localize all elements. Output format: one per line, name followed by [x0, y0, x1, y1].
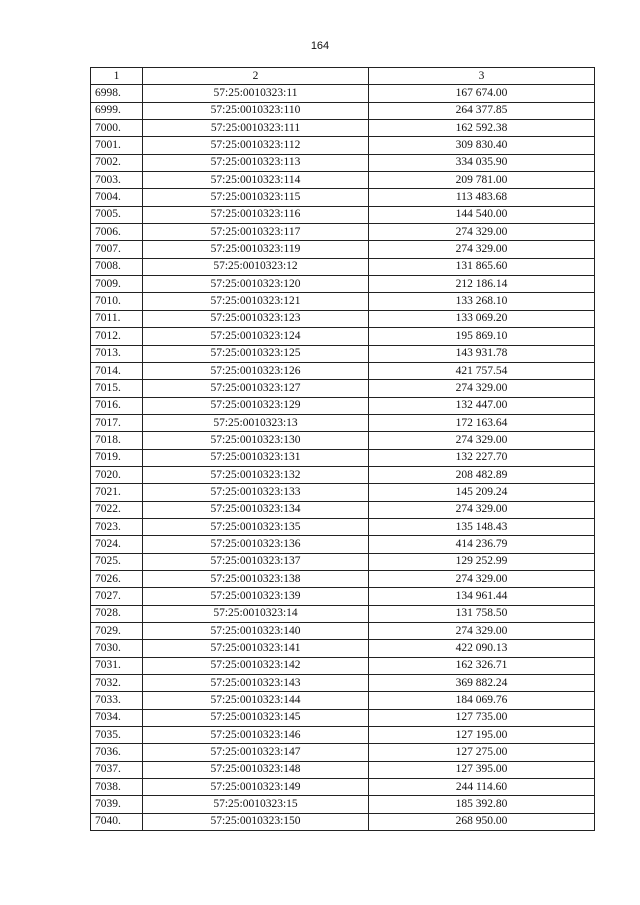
- cadastral-value: 127 735.00: [369, 709, 595, 726]
- table-row: [91, 345, 595, 362]
- table-row: [91, 120, 595, 137]
- cadastral-value: 422 090.13: [369, 640, 595, 657]
- cadastral-number: 57:25:0010323:121: [143, 293, 369, 310]
- cadastral-number: 57:25:0010323:114: [143, 172, 369, 189]
- table-row: [91, 657, 595, 674]
- cadastral-value: 264 377.85: [369, 102, 595, 119]
- row-number: 7022.: [91, 501, 143, 518]
- row-number: 7004.: [91, 189, 143, 206]
- row-number: 7024.: [91, 536, 143, 553]
- row-number: 7018.: [91, 432, 143, 449]
- cadastral-value: 145 209.24: [369, 484, 595, 501]
- table-header: [91, 68, 595, 85]
- table-row: [91, 206, 595, 223]
- cadastral-value: 162 326.71: [369, 657, 595, 674]
- cadastral-value: 274 329.00: [369, 224, 595, 241]
- cadastral-number: 57:25:0010323:148: [143, 761, 369, 778]
- row-number: 7001.: [91, 137, 143, 154]
- table-row: [91, 727, 595, 744]
- cadastral-number: 57:25:0010323:123: [143, 310, 369, 327]
- cadastral-number: 57:25:0010323:125: [143, 345, 369, 362]
- table-row: [91, 692, 595, 709]
- cadastral-number: 57:25:0010323:138: [143, 570, 369, 587]
- cadastral-number: 57:25:0010323:113: [143, 154, 369, 171]
- row-number: 7008.: [91, 258, 143, 275]
- cadastral-value: 209 781.00: [369, 172, 595, 189]
- cadastral-value: 414 236.79: [369, 536, 595, 553]
- cadastral-value: 131 865.60: [369, 258, 595, 275]
- table-row: [91, 675, 595, 692]
- cadastral-value: 274 329.00: [369, 501, 595, 518]
- row-number: 6999.: [91, 102, 143, 119]
- table-row: [91, 258, 595, 275]
- cadastral-number: 57:25:0010323:134: [143, 501, 369, 518]
- header-row: [91, 68, 595, 85]
- cadastral-value: 334 035.90: [369, 154, 595, 171]
- cadastral-number: 57:25:0010323:116: [143, 206, 369, 223]
- cadastral-number: 57:25:0010323:142: [143, 657, 369, 674]
- table-row: [91, 397, 595, 414]
- table-body: [91, 85, 595, 831]
- table-row: [91, 605, 595, 622]
- cadastral-number: 57:25:0010323:112: [143, 137, 369, 154]
- cadastral-value: 127 275.00: [369, 744, 595, 761]
- cadastral-value: 195 869.10: [369, 328, 595, 345]
- cadastral-value: 172 163.64: [369, 414, 595, 431]
- cadastral-number: 57:25:0010323:136: [143, 536, 369, 553]
- row-number: 7032.: [91, 675, 143, 692]
- table-row: [91, 293, 595, 310]
- cadastral-value: 132 447.00: [369, 397, 595, 414]
- cadastral-number: 57:25:0010323:14: [143, 605, 369, 622]
- row-number: 7000.: [91, 120, 143, 137]
- row-number: 7033.: [91, 692, 143, 709]
- cadastral-value: 131 758.50: [369, 605, 595, 622]
- column-header-1: 1: [91, 68, 143, 85]
- cadastral-number: 57:25:0010323:140: [143, 623, 369, 640]
- cadastral-value: 127 395.00: [369, 761, 595, 778]
- table-row: [91, 276, 595, 293]
- row-number: 7036.: [91, 744, 143, 761]
- table-row: [91, 102, 595, 119]
- table-row: [91, 189, 595, 206]
- table-row: [91, 796, 595, 813]
- cadastral-value: 143 931.78: [369, 345, 595, 362]
- row-number: 7029.: [91, 623, 143, 640]
- column-header-3: 3: [369, 68, 595, 85]
- row-number: 7006.: [91, 224, 143, 241]
- table-row: [91, 310, 595, 327]
- cadastral-number: 57:25:0010323:139: [143, 588, 369, 605]
- table-row: [91, 553, 595, 570]
- row-number: 7021.: [91, 484, 143, 501]
- cadastral-value: 135 148.43: [369, 518, 595, 535]
- cadastral-value: 212 186.14: [369, 276, 595, 293]
- cadastral-number: 57:25:0010323:13: [143, 414, 369, 431]
- row-number: 7039.: [91, 796, 143, 813]
- cadastral-number: 57:25:0010323:124: [143, 328, 369, 345]
- cadastral-number: 57:25:0010323:127: [143, 380, 369, 397]
- row-number: 7017.: [91, 414, 143, 431]
- cadastral-value: 129 252.99: [369, 553, 595, 570]
- cadastral-value: 274 329.00: [369, 241, 595, 258]
- cadastral-value: 133 268.10: [369, 293, 595, 310]
- cadastral-number: 57:25:0010323:12: [143, 258, 369, 275]
- row-number: 7015.: [91, 380, 143, 397]
- table-row: [91, 588, 595, 605]
- cadastral-value: 274 329.00: [369, 623, 595, 640]
- table-row: [91, 623, 595, 640]
- row-number: 7026.: [91, 570, 143, 587]
- cadastral-value: 185 392.80: [369, 796, 595, 813]
- cadastral-value: 132 227.70: [369, 449, 595, 466]
- cadastral-value: 244 114.60: [369, 779, 595, 796]
- row-number: 7009.: [91, 276, 143, 293]
- table-row: [91, 449, 595, 466]
- table-row: [91, 484, 595, 501]
- row-number: 7003.: [91, 172, 143, 189]
- cadastral-number: 57:25:0010323:131: [143, 449, 369, 466]
- cadastral-number: 57:25:0010323:132: [143, 466, 369, 483]
- cadastral-value-table: [90, 67, 595, 831]
- table-row: [91, 380, 595, 397]
- cadastral-number: 57:25:0010323:110: [143, 102, 369, 119]
- cadastral-value: 268 950.00: [369, 813, 595, 830]
- cadastral-number: 57:25:0010323:146: [143, 727, 369, 744]
- row-number: 7037.: [91, 761, 143, 778]
- page-number: 164: [310, 40, 330, 52]
- cadastral-number: 57:25:0010323:147: [143, 744, 369, 761]
- row-number: 7025.: [91, 553, 143, 570]
- row-number: 7013.: [91, 345, 143, 362]
- row-number: 7020.: [91, 466, 143, 483]
- cadastral-number: 57:25:0010323:117: [143, 224, 369, 241]
- cadastral-number: 57:25:0010323:143: [143, 675, 369, 692]
- cadastral-value: 208 482.89: [369, 466, 595, 483]
- row-number: 7005.: [91, 206, 143, 223]
- cadastral-number: 57:25:0010323:135: [143, 518, 369, 535]
- table-row: [91, 154, 595, 171]
- cadastral-value: 113 483.68: [369, 189, 595, 206]
- cadastral-number: 57:25:0010323:115: [143, 189, 369, 206]
- table-row: [91, 779, 595, 796]
- table-row: [91, 328, 595, 345]
- cadastral-value: 133 069.20: [369, 310, 595, 327]
- table-row: [91, 432, 595, 449]
- cadastral-number: 57:25:0010323:145: [143, 709, 369, 726]
- cadastral-value: 167 674.00: [369, 85, 595, 102]
- cadastral-value: 369 882.24: [369, 675, 595, 692]
- cadastral-value: 421 757.54: [369, 362, 595, 379]
- table-row: [91, 466, 595, 483]
- cadastral-value: 144 540.00: [369, 206, 595, 223]
- row-number: 7038.: [91, 779, 143, 796]
- cadastral-number: 57:25:0010323:15: [143, 796, 369, 813]
- row-number: 7011.: [91, 310, 143, 327]
- row-number: 7016.: [91, 397, 143, 414]
- row-number: 7014.: [91, 362, 143, 379]
- row-number: 7012.: [91, 328, 143, 345]
- table-row: [91, 744, 595, 761]
- cadastral-number: 57:25:0010323:133: [143, 484, 369, 501]
- table-row: [91, 501, 595, 518]
- table-row: [91, 813, 595, 830]
- cadastral-number: 57:25:0010323:137: [143, 553, 369, 570]
- table-row: [91, 518, 595, 535]
- row-number: 7010.: [91, 293, 143, 310]
- row-number: 7030.: [91, 640, 143, 657]
- row-number: 7035.: [91, 727, 143, 744]
- table-row: [91, 172, 595, 189]
- row-number: 7031.: [91, 657, 143, 674]
- row-number: 6998.: [91, 85, 143, 102]
- cadastral-number: 57:25:0010323:144: [143, 692, 369, 709]
- table-row: [91, 640, 595, 657]
- cadastral-number: 57:25:0010323:126: [143, 362, 369, 379]
- table-row: [91, 224, 595, 241]
- cadastral-number: 57:25:0010323:141: [143, 640, 369, 657]
- column-header-2: 2: [143, 68, 369, 85]
- row-number: 7040.: [91, 813, 143, 830]
- table-row: [91, 241, 595, 258]
- cadastral-number: 57:25:0010323:111: [143, 120, 369, 137]
- table-row: [91, 414, 595, 431]
- table-row: [91, 761, 595, 778]
- table-row: [91, 570, 595, 587]
- table-row: [91, 709, 595, 726]
- row-number: 7027.: [91, 588, 143, 605]
- row-number: 7034.: [91, 709, 143, 726]
- table-row: [91, 536, 595, 553]
- table-row: [91, 137, 595, 154]
- cadastral-value: 127 195.00: [369, 727, 595, 744]
- row-number: 7019.: [91, 449, 143, 466]
- table-row: [91, 85, 595, 102]
- cadastral-value: 162 592.38: [369, 120, 595, 137]
- cadastral-number: 57:25:0010323:150: [143, 813, 369, 830]
- cadastral-number: 57:25:0010323:129: [143, 397, 369, 414]
- table-row: [91, 362, 595, 379]
- cadastral-number: 57:25:0010323:149: [143, 779, 369, 796]
- cadastral-number: 57:25:0010323:130: [143, 432, 369, 449]
- row-number: 7028.: [91, 605, 143, 622]
- cadastral-number: 57:25:0010323:120: [143, 276, 369, 293]
- row-number: 7007.: [91, 241, 143, 258]
- cadastral-value: 274 329.00: [369, 380, 595, 397]
- row-number: 7002.: [91, 154, 143, 171]
- cadastral-number: 57:25:0010323:119: [143, 241, 369, 258]
- cadastral-value: 309 830.40: [369, 137, 595, 154]
- cadastral-value: 134 961.44: [369, 588, 595, 605]
- cadastral-number: 57:25:0010323:11: [143, 85, 369, 102]
- cadastral-value: 274 329.00: [369, 570, 595, 587]
- row-number: 7023.: [91, 518, 143, 535]
- cadastral-value: 184 069.76: [369, 692, 595, 709]
- cadastral-value: 274 329.00: [369, 432, 595, 449]
